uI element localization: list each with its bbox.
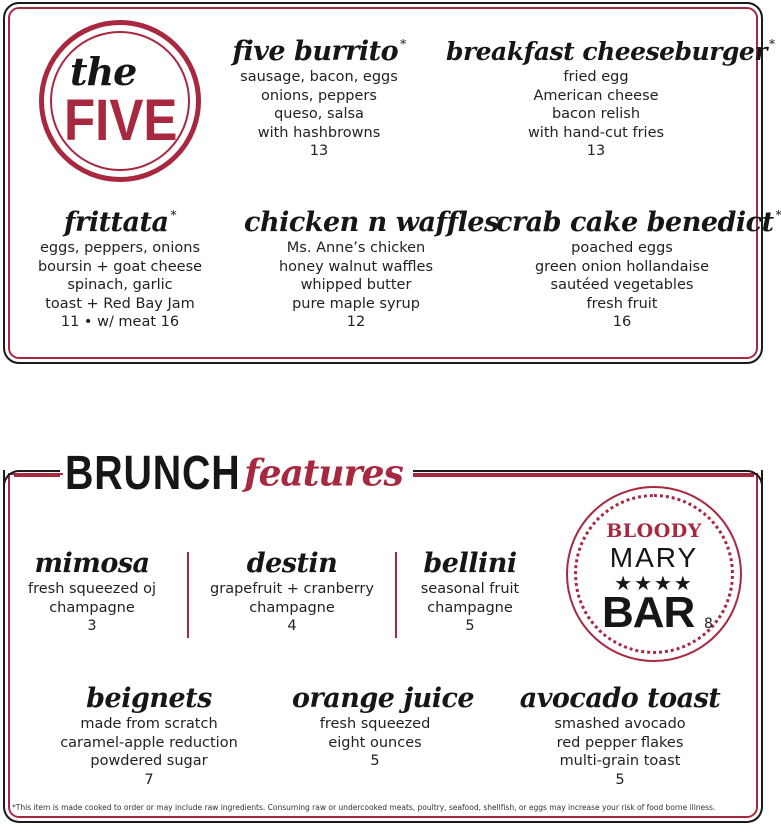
item-name: beignets [86, 683, 212, 714]
panel-top-rule-right [405, 470, 747, 472]
raw-warning-mark: * [400, 37, 406, 51]
item-ingredient: spinach, garlic [67, 277, 173, 294]
item-ingredient: boursin + goat cheese [37, 258, 203, 275]
item-ingredient: fresh squeezed oj [27, 581, 157, 597]
item-name: frittata [63, 207, 169, 238]
item-price: 5 [370, 753, 380, 770]
item-ingredient: onions, peppers [261, 87, 377, 104]
item-ingredient: pure maple syrup [292, 295, 420, 312]
item-ingredient: with hand-cut fries [527, 124, 665, 141]
item-name: crab cake benedict [496, 207, 774, 238]
item-ingredient: seasonal fruit [420, 581, 520, 597]
item-price: 5 [615, 771, 625, 788]
item-ingredient: honey walnut waffles [278, 258, 434, 275]
item-price: 3 [87, 618, 97, 635]
badge-bloody-text: BLOODY [606, 520, 702, 542]
item-name: orange juice [292, 683, 475, 714]
item-ingredient: fresh fruit [586, 295, 658, 312]
badge-price: 8 [704, 616, 713, 632]
item-ingredient: champagne [427, 599, 513, 616]
item-ingredient: fresh squeezed [319, 716, 431, 732]
item-price: 12 [346, 314, 366, 331]
item-ingredient: powdered sugar [90, 753, 208, 770]
item-ingredient: smashed avocado [554, 716, 686, 732]
item-name: chicken n waffles [244, 207, 499, 238]
item-name: breakfast cheeseburger [446, 37, 767, 66]
logo-five-text: FIVE [64, 88, 178, 153]
item-ingredient: multi-grain toast [559, 753, 681, 770]
item-price: 13 [309, 143, 329, 160]
drink-item-mimosa [24, 548, 160, 636]
item-ingredient: toast + Red Bay Jam [45, 295, 195, 312]
badge-stars-icon: ★★★★ [614, 571, 694, 595]
bloody-mary-bar-badge [566, 486, 742, 662]
drink-divider [395, 552, 397, 638]
item-ingredient: fried egg [563, 69, 629, 85]
panel-top-rule-left [20, 470, 60, 472]
menu-item-avocado-toast [510, 683, 730, 789]
item-price: 5 [465, 618, 475, 635]
drink-item-bellini [406, 548, 534, 636]
menu-item-five-burrito [226, 28, 412, 161]
item-name: mimosa [34, 548, 150, 579]
item-name: bellini [423, 548, 517, 579]
item-ingredient: eggs, peppers, onions [40, 240, 200, 256]
raw-warning-mark: * [775, 208, 781, 222]
the-five-logo [39, 20, 201, 182]
item-ingredient: whipped butter [300, 277, 412, 294]
menu-item-beignets [46, 683, 252, 789]
badge-mary-text: MARY [609, 542, 699, 573]
drink-item-destin [202, 548, 382, 636]
brunch-heading-text: BRUNCH [65, 447, 241, 500]
item-ingredient: sausage, bacon, eggs [240, 69, 398, 85]
menu-item-breakfast-cheeseburger [446, 28, 775, 161]
item-ingredient: American cheese [533, 87, 659, 104]
item-ingredient: Ms. Anne’s chicken [286, 240, 426, 256]
panel-inner-rule-right [405, 475, 754, 477]
brunch-features-heading [63, 446, 413, 502]
menu-item-orange-juice [292, 683, 475, 771]
item-ingredient: green onion hollandaise [534, 258, 710, 275]
item-price: 7 [144, 771, 154, 788]
badge-bar-text: BAR [602, 588, 695, 637]
item-ingredient: grapefruit + cranberry [210, 581, 374, 597]
item-ingredient: made from scratch [80, 716, 218, 732]
raw-warning-mark: * [768, 37, 775, 51]
drink-divider [187, 552, 189, 638]
menu-item-crab-cake-benedict [496, 199, 781, 332]
item-ingredient: sautéed vegetables [550, 277, 694, 294]
item-price: 4 [287, 618, 297, 635]
item-ingredient: champagne [249, 599, 335, 616]
raw-warning-mark: * [170, 208, 176, 222]
item-ingredient: queso, salsa [274, 106, 364, 123]
panel-inner-rule-left [14, 475, 60, 477]
item-price: 13 [586, 143, 606, 160]
item-price: 16 [612, 314, 632, 331]
item-ingredient: champagne [49, 599, 135, 616]
item-ingredient: red pepper flakes [556, 734, 684, 751]
item-ingredient: caramel-apple reduction [60, 734, 238, 751]
item-name: avocado toast [519, 683, 721, 714]
item-ingredient: with hashbrowns [257, 124, 381, 141]
menu-item-frittata [28, 199, 212, 332]
item-price: 11 • w/ meat 16 [60, 314, 180, 331]
raw-food-disclaimer: *This item is made cooked to order or may include raw ingredients. Consuming raw or undercooked meats, poultry, seafood, shellfish, or eggs may increase your risk of food borne illness. [12, 803, 716, 812]
item-ingredient: bacon relish [551, 106, 641, 123]
menu-item-chicken-n-waffles [244, 199, 499, 332]
logo-the-text: the [70, 49, 137, 94]
item-ingredient: poached eggs [571, 240, 673, 256]
item-name: destin [246, 548, 338, 579]
item-name: five burrito [232, 36, 399, 67]
item-ingredient: eight ounces [328, 734, 422, 751]
features-heading-text: features [244, 452, 403, 495]
